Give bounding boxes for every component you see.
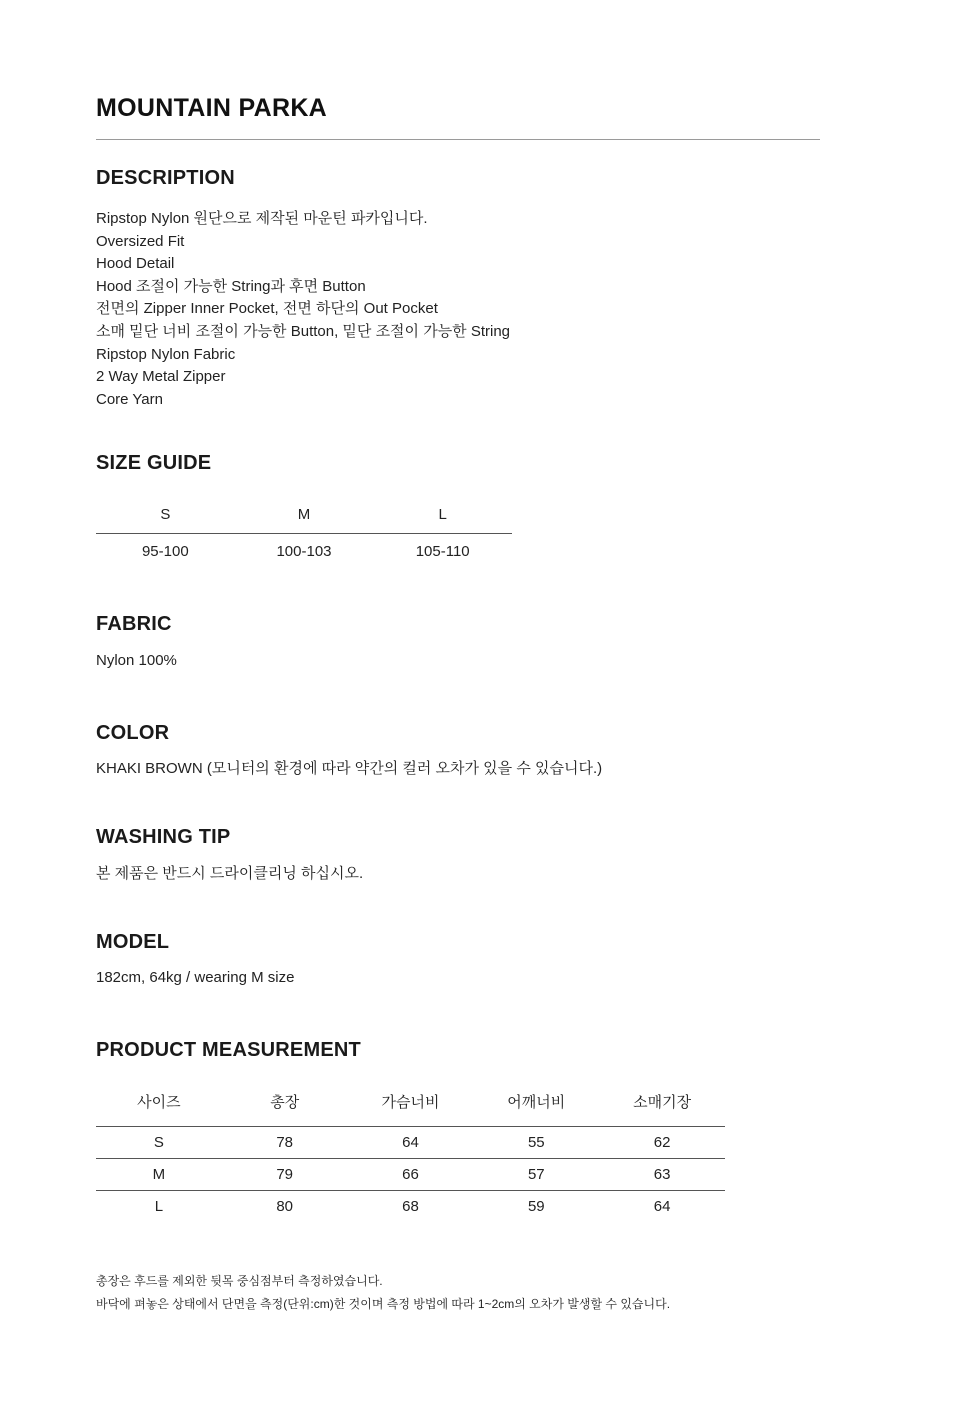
measurement-row [96,1158,725,1190]
description-line: Ripstop Nylon 원단으로 제작된 마운틴 파카입니다. [96,210,428,227]
description-line: 소매 밑단 너비 조절이 가능한 Button, 밑단 조절이 가능한 String [96,322,511,340]
measurement-table [96,1089,725,1222]
description-line: Hood 조절이 가능한 String과 후면 Button [96,277,366,295]
measurement-row [96,1126,725,1158]
measurement-header-row [96,1089,725,1126]
description-line: Oversized Fit [96,232,185,250]
size-guide-column-header: L [373,504,512,533]
description-list [96,208,510,411]
measurement-cell: 57 [527,1165,545,1183]
model-heading: MODEL [96,931,170,953]
measurement-row [96,1190,725,1222]
measurement-cell: S [153,1133,164,1151]
size-guide-column-header: S [96,504,235,533]
color-heading: COLOR [96,722,170,744]
measurement-column-header: 총장 [222,1089,348,1126]
washing-tip-heading: WASHING TIP [96,826,231,848]
title-divider [96,139,820,140]
measurement-column-header: 소매기장 [599,1089,725,1126]
measurement-cell: 80 [276,1197,294,1215]
measurement-cell: 59 [527,1197,545,1215]
measurement-cell: 64 [653,1197,671,1215]
description-line: Hood Detail [96,255,175,273]
product-title: MOUNTAIN PARKA [96,94,328,122]
fabric-text: Nylon 100% [96,652,177,669]
size-guide-column-header: M [235,504,374,533]
size-guide-cell: 105-110 [415,542,470,560]
measurement-cell: 63 [653,1165,671,1183]
size-guide-header-row [96,504,512,533]
size-guide-cell: 95-100 [141,542,189,560]
description-line: 전면의 Zipper Inner Pocket, 전면 하단의 Out Pocket [96,300,438,318]
measurement-cell: 68 [402,1197,419,1215]
measurement-column-header: 가슴너비 [348,1089,474,1126]
measurement-cell: L [154,1197,164,1215]
note-line: 바닥에 펴놓은 상태에서 단면을 측정(단위:cm)한 것이며 측정 방법에 따라 1~2cm의 오차가 발생할 수 있습니다. [96,1297,671,1311]
measurement-cell: 79 [276,1165,294,1183]
measurement-cell: 62 [653,1133,671,1151]
size-guide-row [96,533,512,567]
note-line: 총장은 후드를 제외한 뒷목 중심점부터 측정하였습니다. [96,1274,383,1288]
description-heading: DESCRIPTION [96,167,235,189]
color-text: KHAKI BROWN (모니터의 환경에 따라 약간의 컬러 오차가 있을 수 있습니다.) [96,760,603,777]
fabric-heading: FABRIC [96,613,172,635]
measurement-heading: PRODUCT MEASUREMENT [96,1039,361,1061]
description-line: Ripstop Nylon Fabric [96,345,236,363]
measurement-cell: M [152,1165,166,1183]
measurement-cell: 55 [527,1133,545,1151]
description-line: 2 Way Metal Zipper [96,368,226,386]
measurement-cell: 66 [402,1165,419,1183]
measurement-notes [96,1270,670,1316]
washing-tip-text: 본 제품은 반드시 드라이클리닝 하십시오. [96,865,364,882]
size-guide-table [96,504,512,567]
model-text: 182cm, 64kg / wearing M size [96,969,295,986]
measurement-column-header: 어깨너비 [473,1089,599,1126]
size-guide-cell: 100-103 [276,542,332,560]
measurement-cell: 64 [402,1133,419,1151]
measurement-column-header: 사이즈 [96,1089,222,1126]
description-line: Core Yarn [96,390,163,408]
measurement-cell: 78 [276,1133,294,1151]
size-guide-heading: SIZE GUIDE [96,452,212,474]
